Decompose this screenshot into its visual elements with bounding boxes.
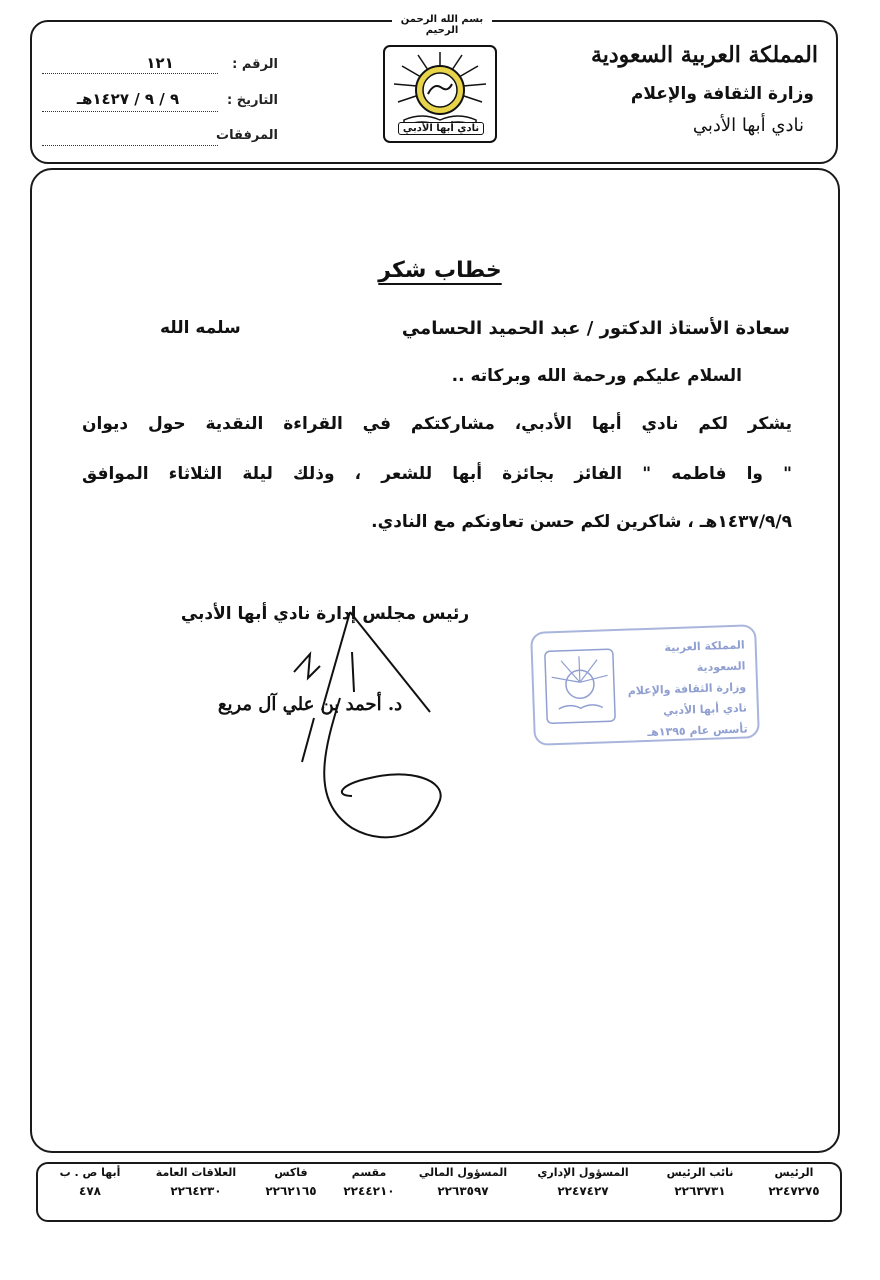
- footer-label: أبها ص . ب: [59, 1166, 121, 1179]
- signatory-position: رئيس مجلس إدارة نادي أبها الأدبي: [180, 604, 470, 624]
- footer-item-president: [752, 1166, 836, 1198]
- footer-value: ٤٧٨: [79, 1184, 101, 1198]
- stamp-emblem: [541, 645, 620, 728]
- letter-title: خطاب شكر: [378, 258, 502, 283]
- footer-value: ٢٢٤٧٤٢٧: [557, 1184, 609, 1198]
- footer-label: نائب الرئيس: [666, 1166, 734, 1179]
- body-line-3: ١٤٣٧/٩/٩هـ ، شاكرين لكم حسن تعاونكم مع النادي.: [371, 512, 792, 532]
- footer-label: مقسم: [351, 1166, 387, 1179]
- footer-label: المسؤول الإداري: [537, 1166, 629, 1179]
- footer-label: الرئيس: [774, 1166, 814, 1179]
- body-line-1: يشكر لكم نادي أبها الأدبي، مشاركتكم في القراءة النقدية حول ديوان: [82, 414, 792, 434]
- stamp-line-3: نادي أبها الأدبي: [662, 701, 748, 718]
- club-name: نادي أبها الأدبي: [692, 115, 804, 136]
- number-line: [42, 72, 218, 74]
- footer-item-vice-president: [650, 1166, 750, 1198]
- body-line-2: " وا فاطمه " الفائز بجائزة أبها للشعر ، وذلك ليلة الثلاثاء الموافق: [82, 464, 792, 484]
- greeting: السلام عليكم ورحمة الله وبركاته ..: [451, 366, 742, 386]
- footer-item-po-box: [44, 1166, 136, 1198]
- signature-stroke: [280, 600, 460, 840]
- stamp-line-1: المملكة العربية السعودية: [664, 638, 746, 675]
- number-value: ١٢١: [146, 54, 174, 72]
- footer-label: العلاقات العامة: [155, 1166, 237, 1179]
- footer-value: ٢٢٦٣٥٩٧: [437, 1184, 489, 1198]
- footer-value: ٢٢٤٤٢١٠: [343, 1184, 395, 1198]
- kingdom-title: المملكة العربية السعودية: [590, 42, 818, 68]
- footer-item-finance-officer: [408, 1166, 518, 1198]
- salutation: سلمه الله: [160, 318, 241, 338]
- date-value: ٩ / ٩ / ١٤٢٧هـ: [76, 90, 180, 108]
- signatory-name: د. أحمد بن علي آل مريع: [217, 694, 403, 715]
- stamp-line-4: تأسس عام ١٣٩٥هـ: [647, 722, 748, 739]
- footer-value: ٢٢٤٧٢٧٥: [768, 1184, 820, 1198]
- club-emblem: [378, 40, 502, 146]
- footer-label: المسؤول المالي: [418, 1166, 508, 1179]
- ministry-name: وزارة الثقافة والإعلام: [630, 84, 814, 104]
- basmala: بسم الله الرحمن الرحيم: [392, 14, 492, 36]
- date-line: [42, 110, 218, 112]
- footer-item-fax: [252, 1166, 330, 1198]
- recipient-line: سعادة الأستاذ الدكتور / عبد الحميد الحسامي: [401, 318, 790, 339]
- footer-item-admin-officer: [518, 1166, 648, 1198]
- emblem-caption: نادي أبها الأدبي: [398, 122, 484, 135]
- number-label: الرقم :: [232, 57, 278, 72]
- attachments-label: المرفقات: [216, 128, 278, 143]
- footer-value: ٢٢٦٣٧٣١: [674, 1184, 726, 1198]
- footer-label: فاكس: [274, 1166, 308, 1179]
- handwritten-signature: [280, 600, 460, 840]
- date-label: التاريخ :: [227, 93, 278, 108]
- footer-item-public-relations: [140, 1166, 252, 1198]
- stamp-line-2: وزارة الثقافة والإعلام: [627, 680, 747, 698]
- stamp-emblem-icon: [541, 645, 620, 728]
- attachments-line: [42, 144, 218, 146]
- footer-value: ٢٢٦٢١٦٥: [265, 1184, 317, 1198]
- footer-value: ٢٢٦٤٢٣٠: [170, 1184, 222, 1198]
- official-stamp: [530, 624, 760, 746]
- footer-item-switchboard: [330, 1166, 408, 1198]
